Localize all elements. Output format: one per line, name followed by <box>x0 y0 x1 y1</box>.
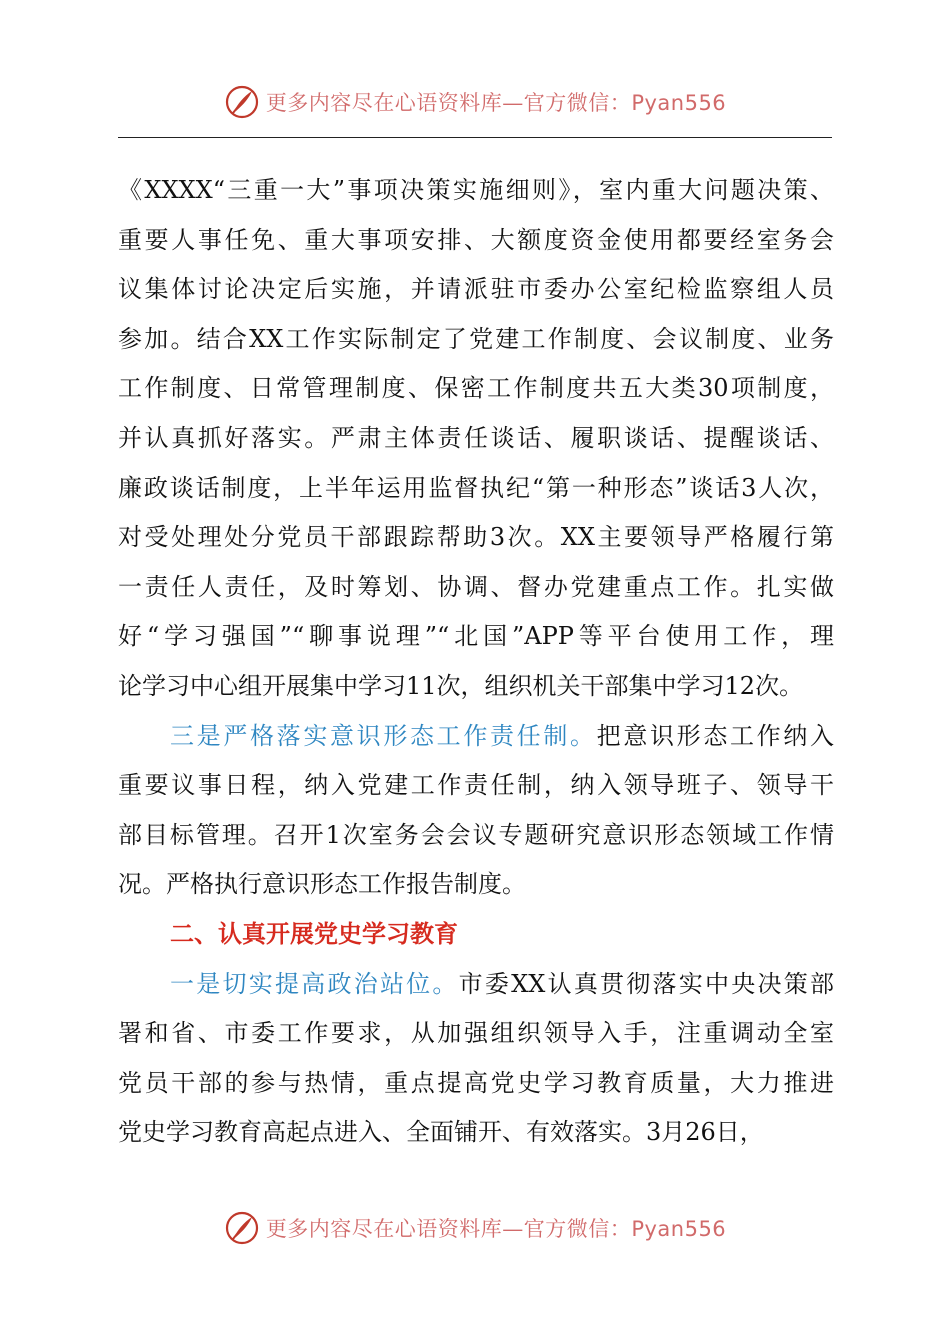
body-line: 部目标管理。召开1次室务会会议专题研究意识形态领域工作情 <box>118 820 834 849</box>
section3-first-line <box>118 712 834 762</box>
header-banner-en: Pyan556 <box>631 91 727 115</box>
header-banner-cn: 更多内容尽在心语资料库—官方微信： <box>265 91 632 115</box>
section1-lead: 一是切实提高政治站位。 <box>170 969 459 998</box>
footer-banner-cn: 更多内容尽在心语资料库—官方微信： <box>265 1217 632 1241</box>
body-line: 工作制度、日常管理制度、保密工作制度共五大类30项制度， <box>118 374 834 403</box>
page-header <box>0 82 950 122</box>
section3-lead: 三是严格落实意识形态工作责任制。 <box>170 721 597 750</box>
quill-logo-icon <box>224 1210 260 1246</box>
document-body <box>118 166 834 1158</box>
section3-first-line-rest: 把意识形态工作纳入 <box>596 721 834 750</box>
body-line: 况。严格执行意识形态工作报告制度。 <box>118 870 526 899</box>
body-line: 好“学习强国”“聊事说理”“北国”APP等平台使用工作，理 <box>118 622 834 651</box>
body-line: 并认真抓好落实。严肃主体责任谈话、履职谈话、提醒谈话、 <box>118 423 834 452</box>
header-banner-text <box>266 87 726 117</box>
body-line: 论学习中心组开展集中学习11次，组织机关干部集中学习12次。 <box>118 671 804 700</box>
page-footer <box>0 1208 950 1248</box>
section1-first-line-rest: 市委XX认真贯彻落实中央决策部 <box>458 969 834 998</box>
body-line: 重要人事任免、重大事项安排、大额度资金使用都要经室务会 <box>118 225 834 254</box>
body-line: 党史学习教育高起点进入、全面铺开、有效落实。3月26日， <box>118 1118 764 1147</box>
header-banner <box>224 84 726 120</box>
footer-banner <box>224 1210 726 1246</box>
body-line: 廉政谈话制度，上半年运用监督执纪“第一种形态”谈话3人次， <box>118 473 834 502</box>
body-line: 重要议事日程，纳入党建工作责任制，纳入领导班子、领导干 <box>118 771 834 800</box>
quill-logo-icon <box>224 84 260 120</box>
body-line: 党员干部的参与热情，重点提高党史学习教育质量，大力推进 <box>118 1068 834 1097</box>
body-line: 署和省、市委工作要求，从加强组织领导入手，注重调动全室 <box>118 1019 834 1048</box>
header-divider <box>118 137 832 138</box>
footer-banner-text <box>266 1213 726 1243</box>
body-line: 一责任人责任，及时筹划、协调、督办党建重点工作。扎实做 <box>118 572 834 601</box>
body-line: 参加。结合XX工作实际制定了党建工作制度、会议制度、业务 <box>118 324 834 353</box>
footer-banner-en: Pyan556 <box>631 1217 727 1241</box>
section-heading: 二、认真开展党史学习教育 <box>170 919 458 948</box>
body-line: 《XXXX“三重一大”事项决策实施细则》，室内重大问题决策、 <box>118 176 834 204</box>
body-line: 议集体讨论决定后实施，并请派驻市委办公室纪检监察组人员 <box>118 275 834 304</box>
section1-first-line <box>118 960 834 1010</box>
body-line: 对受处理处分党员干部跟踪帮助3次。XX主要领导严格履行第 <box>118 523 834 552</box>
